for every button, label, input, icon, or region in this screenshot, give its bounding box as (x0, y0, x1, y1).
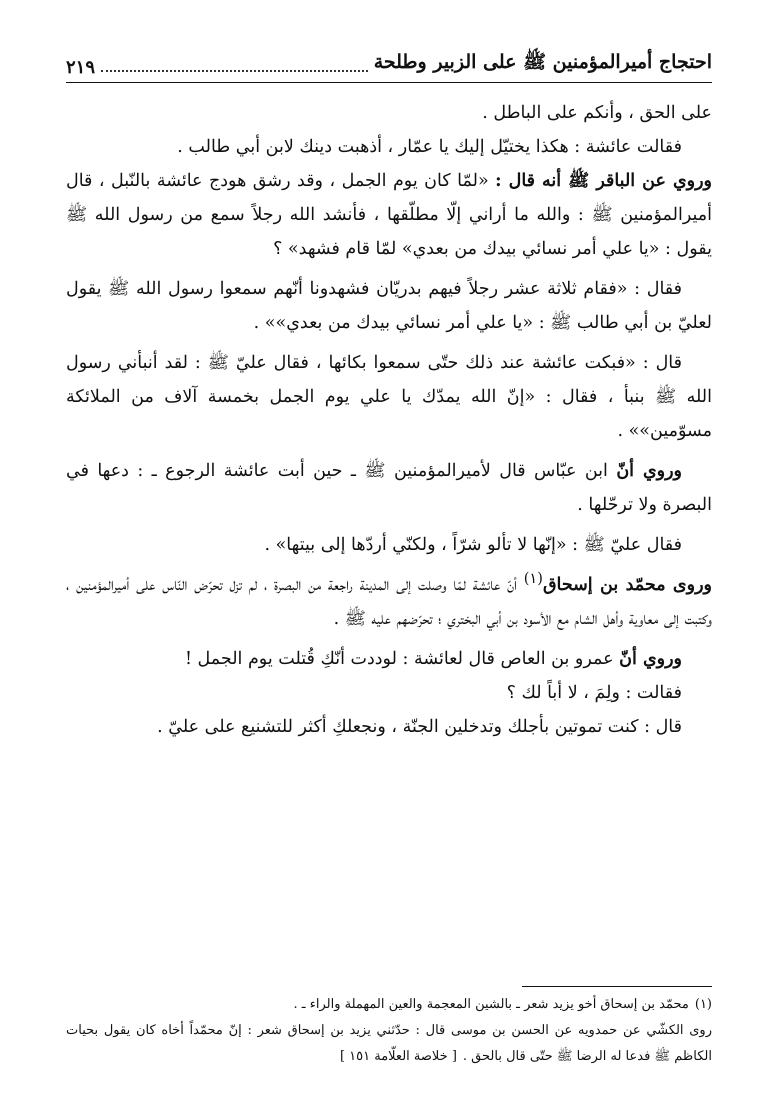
paragraph-5-text: قال : «فبكت عائشة عند ذلك حتّى سمعوا بكائها ، فقال عليّ ﷺ : لقد أنبأني رسول الله ﷺ بنبأ ، فقال : «إنّ الله يمدّك يا علي يوم الجمل بخمسة آلاف من الملائكة مسوّمين»» . (66, 353, 712, 441)
footnote-ref-1[interactable]: (١) (523, 570, 543, 587)
footnote-divider (522, 986, 712, 987)
paragraph-6-text: ابن عبّاس قال لأميرالمؤمنين ﷺ ـ حين أبت عائشة الرجوع ـ : دعها في البصرة ولا ترحّلها . (66, 461, 712, 515)
paragraph-2-text: فقالت عائشة : هكذا يختيّل إليك يا عمّار ، أذهبت دينك لابن أبي طالب . (177, 137, 682, 157)
paragraph-5 (66, 346, 712, 448)
paragraph-1-text: على الحق ، وأنكم على الباطل . (482, 103, 712, 123)
footnote-1-line-2 (66, 1018, 712, 1070)
footnote-1-citation: [ خلاصة العلّامة ١٥١ ] (339, 1049, 457, 1064)
paragraph-9-lead: وروي أنّ (619, 648, 682, 669)
header-title: احتجاج أميرالمؤمنين ﷺ على الزبير وطلحة (373, 51, 712, 73)
paragraph-9-text: عمرو بن العاص قال لعائشة : لوددت أنّكِ قُتلت يوم الجمل ! (184, 648, 620, 669)
footnote-1-text-2: روى الكشّي عن حمدويه عن الحسن بن موسى قال : حدّثني يزيد بن إسحاق شعر : إنّ محمّداً أخاه كان يقول بحيات الكاظم ﷺ فدعا له الرضا ﷺ حتّى قال بالحق . (66, 1023, 712, 1064)
paragraph-3-lead: وروي عن الباقر ﷺ أنه قال : (495, 171, 712, 191)
paragraph-2 (66, 130, 712, 164)
paragraph-4-text: فقال : «فقام ثلاثة عشر رجلاً فيهم بدريّان فشهدونا أنّهم سمعوا رسول الله ﷺ يقول لعليّ بن أبي طالب ﷺ : «يا علي أمر نسائي بيدك من بعدي»» . (66, 279, 712, 333)
paragraph-4 (66, 272, 712, 340)
paragraph-10 (66, 676, 712, 710)
paragraph-9 (66, 642, 712, 676)
footnote-1-number: (١) (694, 997, 712, 1012)
paragraph-8-text: أنّ عائشة لمّا وصلت إلى المدينة راجعة من البصرة ، لم تزل تحرّض النّاس على أميرالمؤمنين ، وكتبت إلى معاوية وأهل الشام مع الأسود بن أبي البختري ؛ تحرّضهم عليه ﷺ . (66, 574, 712, 629)
paragraph-1 (66, 96, 712, 130)
page-number: ٢١٩ (66, 57, 96, 78)
paragraph-7-text: فقال عليّ ﷺ : «إنّها لا تألو شرّاً ، ولكنّي أردّها إلى بيتها» . (264, 535, 682, 555)
paragraph-3 (66, 164, 712, 266)
paragraph-11 (66, 710, 712, 744)
paragraph-6-lead: وروي أنّ (616, 461, 683, 481)
paragraph-10-text: فقالت : ولِمَ ، لا أباً لك ؟ (506, 682, 682, 703)
paragraph-8 (66, 562, 712, 636)
paragraph-11-text: قال : كنت تموتين بأجلك وتدخلين الجنّة ، ونجعلكِ أكثر للتشنيع على عليّ . (157, 716, 682, 737)
running-header (66, 44, 712, 83)
footnotes (66, 992, 712, 1070)
header-leader-dots (101, 70, 368, 72)
footnote-1-line-1 (66, 992, 712, 1018)
paragraph-6 (66, 454, 712, 522)
paragraph-8-lead: وروى محمّد بن إسحاق (542, 574, 712, 595)
paragraph-3-text: «لمّا كان يوم الجمل ، وقد رشق هودج عائشة بالنّبل ، قال أميرالمؤمنين ﷺ : والله ما أراني إلّا مطلّقها ، فأنشد الله رجلاً سمع من رسول الله ﷺ يقول : «يا علي أمر نسائي بيدك من بعدي» لمّا قام فشهد» ؟ (66, 171, 712, 259)
footnote-1-text: محمّد بن إسحاق أخو يزيد شعر ـ بالشين المعجمة والعين المهملة والراء ـ . (293, 997, 689, 1012)
paragraph-7 (66, 528, 712, 562)
body-text (66, 96, 712, 744)
